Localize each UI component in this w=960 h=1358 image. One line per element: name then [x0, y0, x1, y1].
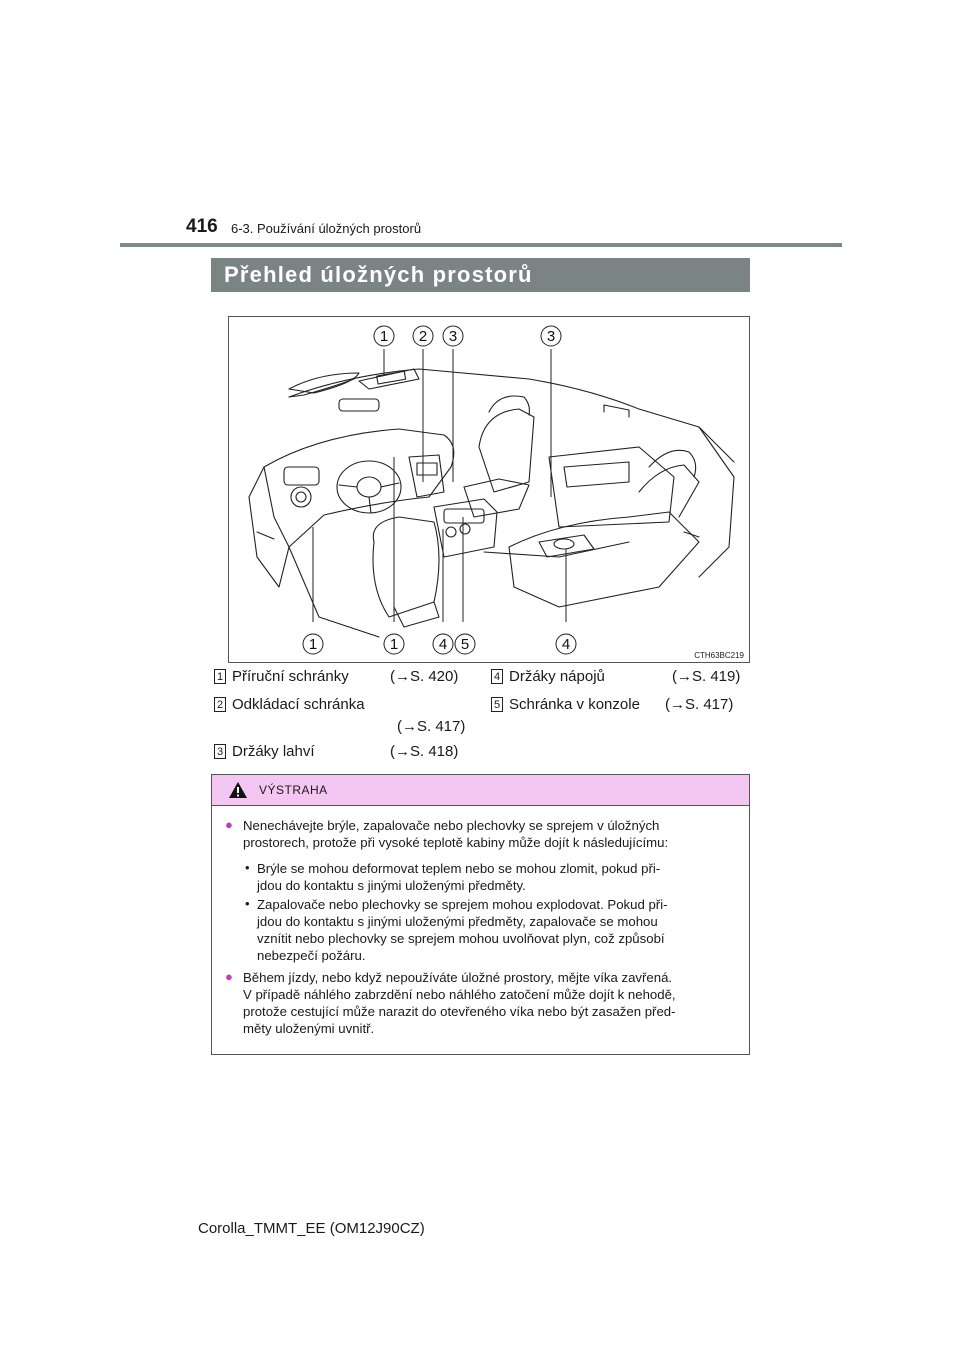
svg-text:3: 3	[448, 328, 458, 345]
warning-box	[211, 774, 750, 1055]
svg-text:2: 2	[418, 328, 428, 345]
warning-title: VÝSTRAHA	[259, 783, 328, 797]
callout-4-bottom	[433, 634, 453, 654]
warning-line: Nenechávejte brýle, zapalovače nebo plechovky se sprejem v úložných	[243, 818, 660, 833]
callout-5-bottom	[455, 634, 475, 654]
legend-ref-4: (→S. 419)	[672, 668, 741, 685]
warning-line: měty uloženými uvnitř.	[243, 1021, 375, 1036]
warning-subitem-1	[257, 860, 742, 894]
legend-label: Držáky nápojů	[509, 668, 605, 685]
storage-overview-illustration	[228, 316, 750, 663]
svg-text:4: 4	[561, 636, 571, 653]
callout-1-bottom	[384, 634, 404, 654]
page-title: Přehled úložných prostorů	[211, 258, 750, 292]
warning-subitem-2	[257, 896, 742, 964]
svg-text:1: 1	[308, 636, 318, 653]
legend-ref-2: (→S. 417)	[397, 718, 466, 735]
callout-2-top	[413, 326, 433, 346]
svg-text:4: 4	[438, 636, 448, 653]
callout-4-bottom-rear	[556, 634, 576, 654]
legend-item-3	[214, 743, 315, 760]
svg-text:1: 1	[389, 636, 399, 653]
bullet-icon: ●	[225, 969, 233, 984]
legend-item-2	[214, 696, 365, 713]
callout-3-top	[443, 326, 463, 346]
warning-line: V případě náhlého zabrzdění nebo náhlého zatočení může dojít k nehodě,	[243, 987, 676, 1002]
svg-text:3: 3	[546, 328, 556, 345]
legend-label: Příruční schránky	[232, 668, 349, 685]
legend-ref-1: (→S. 420)	[390, 668, 459, 685]
bullet-icon: ●	[225, 817, 233, 832]
legend-number: 5	[491, 697, 503, 712]
warning-triangle-icon	[228, 781, 248, 799]
callout-1-bottom-left	[303, 634, 323, 654]
warning-item-1	[243, 817, 743, 851]
footer-doc-id: Corolla_TMMT_EE (OM12J90CZ)	[198, 1220, 425, 1237]
sub-bullet: •	[245, 860, 250, 875]
legend-label: Držáky lahví	[232, 743, 315, 760]
legend-label: Schránka v konzole	[509, 696, 640, 713]
legend-number: 1	[214, 669, 226, 684]
legend-ref-5: (→S. 417)	[665, 696, 734, 713]
warning-line: prostorech, protože při vysoké teplotě kabiny může dojít k následujícímu:	[243, 835, 669, 850]
warning-line: vznítit nebo plechovky se sprejem mohou uvolňovat plyn, což způsobí	[257, 931, 665, 946]
sub-bullet: •	[245, 896, 250, 911]
svg-text:1: 1	[379, 328, 389, 345]
section-breadcrumb: 6-3. Používání úložných prostorů	[231, 221, 422, 236]
warning-header	[212, 775, 749, 806]
legend-number: 4	[491, 669, 503, 684]
warning-line: Zapalovače nebo plechovky se sprejem mohou explodovat. Pokud při-	[257, 897, 668, 912]
warning-line: Brýle se mohou deformovat teplem nebo se mohou zlomit, pokud při-	[257, 861, 661, 876]
header-divider	[120, 243, 842, 247]
callout-1-top	[374, 326, 394, 346]
legend-item-5	[491, 696, 640, 713]
warning-item-2	[243, 969, 743, 1037]
warning-line: protože cestující může narazit do otevřeného víka nebo být zasažen před-	[243, 1004, 676, 1019]
warning-line: jdou do kontaktu s jinými uloženými předměty.	[257, 878, 526, 893]
svg-text:5: 5	[460, 636, 470, 653]
warning-line: Během jízdy, nebo když nepoužíváte úložné prostory, mějte víka zavřená.	[243, 970, 673, 985]
warning-line: nebezpečí požáru.	[257, 948, 366, 963]
legend-ref-3: (→S. 418)	[390, 743, 459, 760]
legend	[211, 668, 751, 764]
page-number: 416	[186, 216, 218, 237]
figure-code: CTH63BC219	[694, 651, 744, 660]
warning-line: jdou do kontaktu s jinými uloženými předměty, zapalovače se mohou	[257, 914, 658, 929]
legend-item-1	[214, 668, 349, 685]
legend-number: 3	[214, 744, 226, 759]
car-interior-drawing	[229, 317, 749, 662]
callout-3-top-rear	[541, 326, 561, 346]
legend-number: 2	[214, 697, 226, 712]
legend-item-4	[491, 668, 605, 685]
legend-label: Odkládací schránka	[232, 696, 365, 713]
